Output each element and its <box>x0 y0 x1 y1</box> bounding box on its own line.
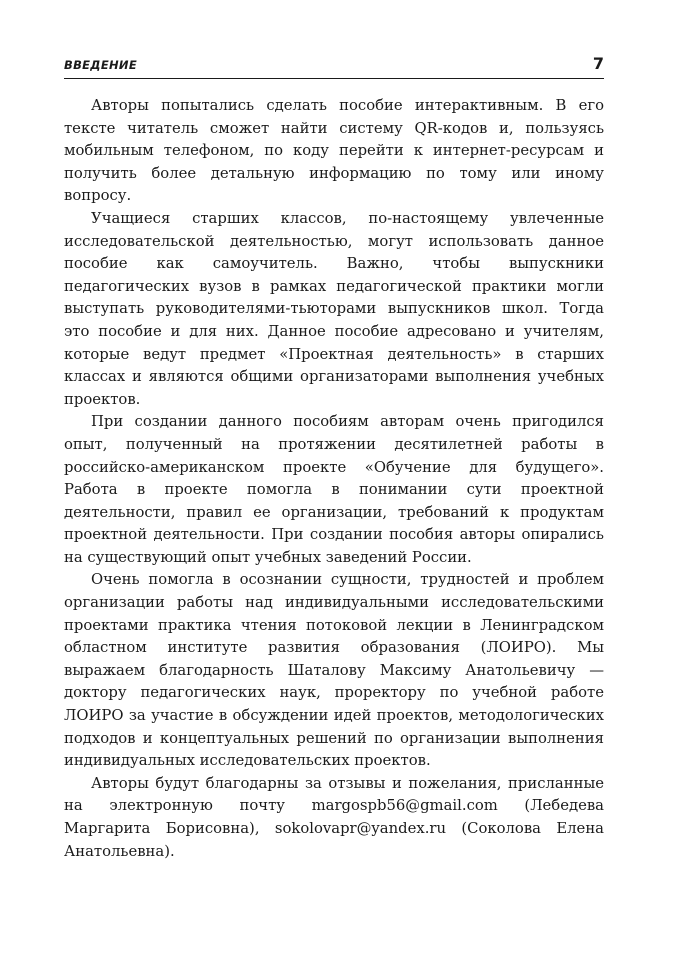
header-rule <box>64 78 604 79</box>
paragraph-contacts: Авторы будут благодарны за отзывы и пожелания, присланные на электронную почту margospb56@gmail.com (Лебедева Маргарита Борисовна), sokolovapr@yandex.ru (Соколова Елена Анатольевна). <box>64 774 604 860</box>
body-text <box>64 95 604 863</box>
paragraph-audience: Учащиеся старших классов, по-настоящему увлеченные исследовательской деятельностью, могут использовать данное пособие как самоучитель. Важно, чтобы выпускники педагогических вузов в рамках педагогической практики могли выступать руководителями-тьюторами выпускников школ. Тогда это пособие и для них. Данное пособие адресовано и учителям, которые ведут предмет «Проектная деятельность» в старших классах и являются общими организаторами выполнения учебных проектов. <box>64 209 604 408</box>
paragraph-qr-codes: Авторы попытались сделать пособие интерактивным. В его тексте читатель сможет найти систему QR-кодов и, пользуясь мобильным телефоном, по коду перейти к интернет-ресурсам и получить более детальную информацию по тому или иному вопросу. <box>64 97 604 205</box>
page-header <box>64 56 604 78</box>
running-head: ВВЕДЕНИЕ <box>64 58 137 72</box>
paragraph-experience: При создании данного пособиям авторам очень пригодился опыт, полученный на протяжении десятилетней работы в российско-американском проекте «Обучение для будущего». Работа в проекте помогла в понимании сути проектной деятельности, правил ее организации, требований к продуктам проектной деятельности. При создании пособия авторы опирались на существующий опыт учебных заведений России. <box>64 413 604 566</box>
paragraph-acknowledgement: Очень помогла в осознании сущности, трудностей и проблем организации работы над индивидуальными исследовательскими проектами практика чтения потоковой лекции в Ленинградском областном институте развития образования (ЛОИРО). Мы выражаем благодарность Шаталову Максиму Анатольевичу — доктору педагогических наук, проректору по учебной работе ЛОИРО за участие в обсуждении идей проектов, методологических подходов и концептуальных решений по организации выполнения индивидуальных исследовательских проектов. <box>64 571 604 770</box>
page-number: 7 <box>592 54 604 73</box>
